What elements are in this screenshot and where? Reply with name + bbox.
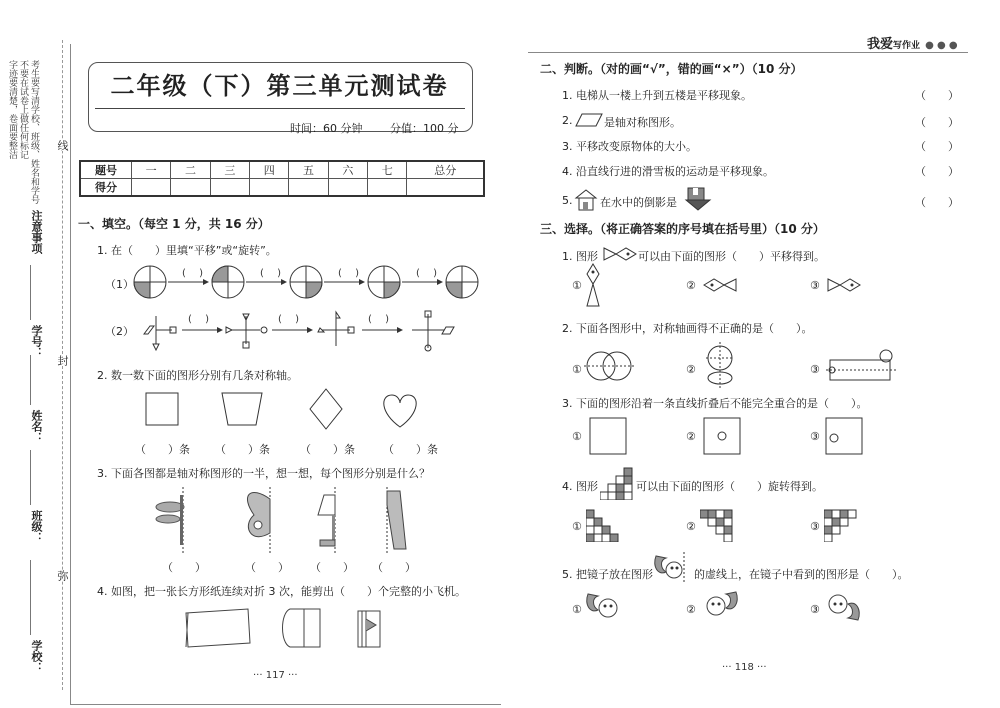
- option-squirrel-1[interactable]: [584, 590, 624, 624]
- section-2-heading: 二、判断。（对的画“√”，错的画“×”）（10 分）: [540, 62, 803, 76]
- judge-4: 4. 沿直线行进的滑雪板的运动是平移现象。: [562, 165, 774, 178]
- quartered-circle: [446, 266, 478, 298]
- option-fish-vertical[interactable]: [585, 262, 601, 308]
- quartered-circle: [134, 266, 166, 298]
- page-number-right: ··· 118 ···: [722, 662, 767, 673]
- option-3[interactable]: ③: [810, 603, 820, 616]
- judge-3: 3. 平移改变原物体的大小。: [562, 140, 697, 153]
- field-line: [30, 450, 31, 505]
- folded-paper-3: [358, 611, 380, 647]
- q3-answer[interactable]: （ ）: [162, 561, 206, 574]
- squirrel-icon: [652, 550, 692, 586]
- q1-row2-figures: [140, 308, 470, 352]
- c5-text-a: 5. 把镜子放在图形: [562, 568, 653, 581]
- option-squirrel-3[interactable]: [822, 590, 862, 624]
- field-name: 姓名：: [30, 410, 43, 443]
- fish-icon: [602, 246, 638, 262]
- notice-title: 注意事项: [30, 210, 43, 254]
- parallelogram-icon: [574, 112, 604, 128]
- quartered-circle: [368, 266, 400, 298]
- score-cell[interactable]: [250, 179, 289, 197]
- option-3[interactable]: ③: [810, 430, 820, 443]
- option-3[interactable]: ③: [810, 279, 820, 292]
- score-col: 七: [368, 161, 407, 179]
- section-1-heading: 一、填空。（每空 1 分，共 16 分）: [78, 217, 270, 231]
- option-squirrel-2[interactable]: [700, 588, 740, 622]
- option-1[interactable]: ①: [572, 363, 582, 376]
- option-2[interactable]: ②: [686, 603, 696, 616]
- option-rect-circles[interactable]: [826, 346, 898, 386]
- svg-text:( ): ( ): [278, 314, 299, 325]
- q4-figures: [180, 603, 400, 653]
- right-page-border: [528, 52, 968, 53]
- judge-paren[interactable]: （ ）: [915, 165, 959, 178]
- score-col: 总分: [407, 161, 484, 179]
- quartered-circle: [212, 266, 244, 298]
- notice-text: [6, 60, 39, 210]
- option-circle-ellipse[interactable]: [700, 342, 740, 388]
- cross-shape: [412, 311, 454, 351]
- cross-shape: [144, 316, 176, 350]
- field-school: 学校：: [30, 640, 43, 673]
- page-number-value: 118: [734, 662, 754, 673]
- svg-text:( ): ( ): [368, 314, 389, 325]
- judge-paren[interactable]: （ ）: [915, 140, 959, 153]
- quartered-circle: [290, 266, 322, 298]
- staircase-icon: [600, 466, 634, 500]
- notice-line: 字迹要清楚，卷面要整洁: [7, 60, 17, 159]
- option-1[interactable]: ①: [572, 520, 582, 533]
- option-two-circles[interactable]: [584, 348, 634, 384]
- butterfly-half: [247, 487, 270, 553]
- score-col: 二: [171, 161, 210, 179]
- house-icon: [574, 188, 598, 212]
- page-title: 二年级（下）第三单元测试卷: [110, 72, 449, 100]
- square-shape: [146, 393, 178, 425]
- score-cell[interactable]: [407, 179, 484, 197]
- score-col: 一: [132, 161, 171, 179]
- c2-text: 2. 下面各图形中，对称轴画得不正确的是（ ）。: [562, 322, 813, 335]
- judge-paren[interactable]: （ ）: [915, 196, 959, 209]
- option-square-corner-circle[interactable]: [824, 416, 864, 456]
- option-2[interactable]: ②: [686, 279, 696, 292]
- svg-text:( ): ( ): [260, 268, 281, 279]
- field-line: [30, 355, 31, 405]
- option-1[interactable]: ①: [572, 603, 582, 616]
- option-fish-left[interactable]: [702, 277, 738, 293]
- rhombus-shape: [310, 389, 342, 429]
- field-student-id: 学号：: [30, 325, 43, 358]
- score-cell[interactable]: [210, 179, 249, 197]
- option-staircase-3[interactable]: [824, 508, 858, 542]
- svg-text:( ): ( ): [338, 268, 359, 279]
- score-col: 六: [328, 161, 367, 179]
- c3-text: 3. 下面的图形沿着一条直线折叠后不能完全重合的是（ ）。: [562, 397, 868, 410]
- cross-shape: [226, 314, 267, 348]
- brand-sub: 写作业: [893, 41, 921, 51]
- score-col: 四: [250, 161, 289, 179]
- c4-text-b: 可以由下面的图形（ ）旋转得到。: [636, 480, 823, 493]
- score-cell[interactable]: [171, 179, 210, 197]
- field-line: [30, 560, 31, 635]
- seal-char-mi: 弥: [56, 570, 69, 581]
- option-3[interactable]: ③: [810, 363, 820, 376]
- trapezoid-shape: [222, 393, 262, 425]
- q1-text: 1. 在（ ）里填“平移”或“旋转”。: [97, 244, 277, 257]
- svg-text:( ): ( ): [416, 268, 437, 279]
- q1-row1-label: （1）: [105, 278, 134, 291]
- q3-answer[interactable]: （ ）: [245, 561, 289, 574]
- page-number-left: ··· 117 ···: [253, 670, 298, 681]
- svg-text:( ): ( ): [182, 268, 203, 279]
- option-2[interactable]: ②: [686, 520, 696, 533]
- score-info: 分值：100 分: [390, 122, 459, 135]
- folded-paper-2: [283, 609, 321, 647]
- option-2[interactable]: ②: [686, 363, 696, 376]
- q2-answer[interactable]: （ ）条: [215, 443, 270, 456]
- option-staircase-1[interactable]: [586, 508, 620, 542]
- q2-answer[interactable]: （ ）条: [135, 443, 190, 456]
- brand-main: 我爱: [867, 37, 894, 52]
- svg-text:( ): ( ): [188, 314, 209, 325]
- brand-logo: [867, 33, 958, 52]
- page-number-value: 117: [265, 670, 285, 681]
- judge-2: 是轴对称图形。: [604, 116, 681, 129]
- q3-figures: [150, 485, 440, 555]
- score-col: 五: [289, 161, 328, 179]
- score-cell[interactable]: [328, 179, 367, 197]
- time-info: 时间：60 分钟: [290, 122, 363, 135]
- q3-answer[interactable]: （ ）: [372, 561, 416, 574]
- q3-text: 3. 下面各图都是轴对称图形的一半，想一想，每个图形分别是什么？: [97, 467, 430, 480]
- score-col: 三: [210, 161, 249, 179]
- judge-5-prefix: 5.: [562, 194, 573, 207]
- field-line: [30, 265, 31, 320]
- judge-paren[interactable]: （ ）: [915, 89, 959, 102]
- judge-2-prefix: 2.: [562, 114, 573, 127]
- option-3[interactable]: ③: [810, 520, 820, 533]
- folded-paper-1: [186, 609, 250, 647]
- q2-answer[interactable]: （ ）条: [383, 443, 438, 456]
- option-plain-square[interactable]: [588, 416, 628, 456]
- title-underline: [95, 108, 465, 109]
- option-2[interactable]: ②: [686, 430, 696, 443]
- brand-dots: ● ● ●: [925, 40, 958, 51]
- notice-line: 考生要写清学校、班级、姓名和学号: [29, 60, 39, 204]
- option-square-center-circle[interactable]: [702, 416, 742, 456]
- score-cell[interactable]: [368, 179, 407, 197]
- cross-shape: [318, 312, 354, 346]
- judge-1: 1. 电梯从一楼上升到五楼是平移现象。: [562, 89, 752, 102]
- option-fish-right[interactable]: [826, 277, 862, 293]
- q2-answer[interactable]: （ ）条: [300, 443, 355, 456]
- score-row-header: 得分: [80, 179, 132, 197]
- score-cell[interactable]: [289, 179, 328, 197]
- q2-figures: [130, 385, 430, 435]
- field-class: 班级：: [30, 510, 43, 543]
- c1-text-b: 可以由下面的图形（ ）平移得到。: [638, 250, 825, 263]
- q4-text: 4. 如图，把一张长方形纸连续对折 3 次，能剪出（ ）个完整的小飞机。: [97, 585, 466, 598]
- q1-row1-figures: [130, 262, 490, 302]
- dragonfly-half: [156, 487, 184, 553]
- lamp-half: [318, 487, 335, 553]
- reflected-house-icon: [684, 186, 714, 212]
- judge-paren[interactable]: （ ）: [915, 116, 959, 129]
- heart-shape: [384, 395, 416, 427]
- option-1[interactable]: ①: [572, 279, 582, 292]
- c5-text-b: 的虚线上，在镜子中看到的图形是（ ）。: [694, 568, 909, 581]
- notice-line: 不要在试卷上做任何标记: [18, 60, 28, 159]
- q3-answer[interactable]: （ ）: [310, 561, 354, 574]
- judge-5: 在水中的倒影是: [600, 196, 677, 209]
- seal-char-xian: 线: [56, 140, 69, 151]
- c1-text-a: 1. 图形: [562, 250, 598, 263]
- pants-half: [387, 487, 406, 553]
- c4-text-a: 4. 图形: [562, 480, 598, 493]
- score-row-header: 题号: [80, 161, 132, 179]
- q2-text: 2. 数一数下面的图形分别有几条对称轴。: [97, 369, 298, 382]
- section-3-heading: 三、选择。（将正确答案的序号填在括号里）（10 分）: [540, 222, 825, 236]
- score-cell[interactable]: [132, 179, 171, 197]
- score-table: [79, 160, 485, 197]
- option-1[interactable]: ①: [572, 430, 582, 443]
- seal-char-feng: 封: [56, 355, 69, 366]
- q1-row2-label: （2）: [105, 325, 134, 338]
- option-staircase-2[interactable]: [700, 508, 734, 542]
